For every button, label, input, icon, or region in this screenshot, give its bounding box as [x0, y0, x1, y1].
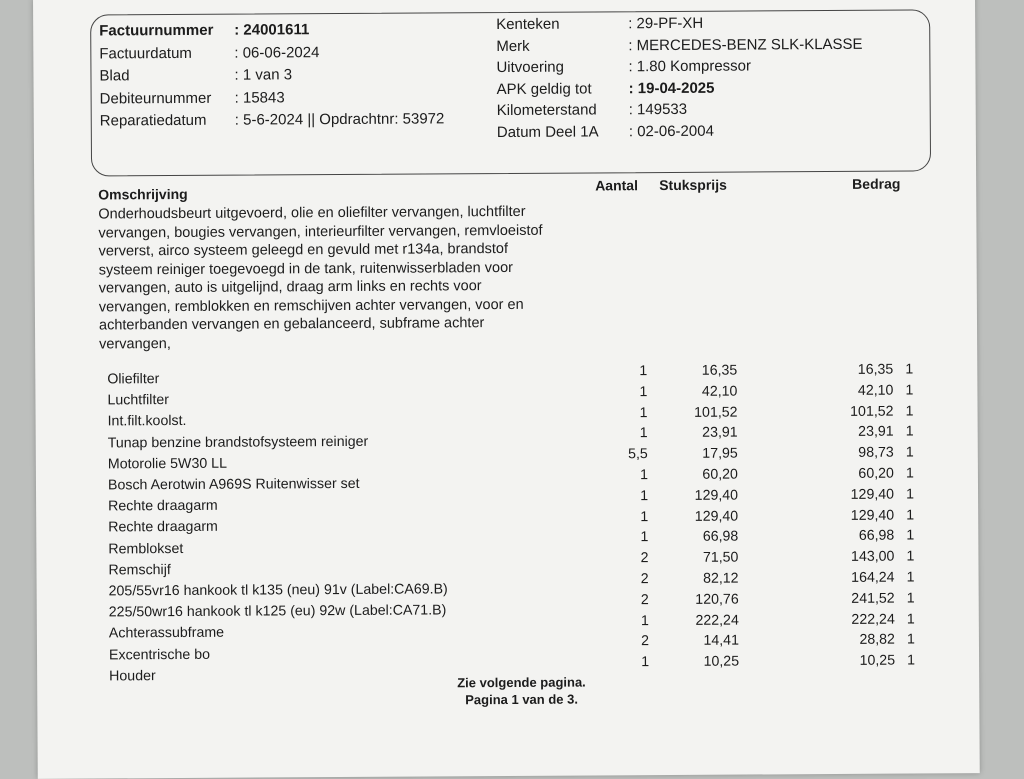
item-name: Rechte draagarm [108, 497, 218, 515]
column-header-unit-price: Stuksprijs [659, 176, 727, 194]
item-quantity: 2 [641, 633, 649, 650]
header-field-value: : 1.80 Kompressor [628, 57, 752, 76]
item-quantity: 1 [639, 467, 648, 484]
item-vat-code: 1 [906, 631, 915, 648]
item-quantity: 2 [640, 591, 649, 608]
header-field-value: : 15843 [234, 88, 285, 107]
item-vat-code: 1 [905, 465, 914, 482]
header-field-label: Kilometerstand [496, 101, 597, 120]
item-unit-price: 42,10 [701, 383, 738, 400]
description-line: ververst, airco systeem geleegd en gevuld met r134a, brandstof [98, 240, 509, 260]
item-name: Luchtfilter [107, 392, 170, 409]
description-line: vervangen, auto is uitgelijnd, draag arm links en rechts voor [98, 278, 482, 297]
item-name: 205/55vr16 hankook tl k135 (neu) 91v (Label:CA69.B) [108, 581, 448, 600]
item-quantity: 2 [640, 550, 649, 567]
item-amount: 42,10 [857, 382, 894, 399]
item-name: 225/50wr16 hankook tl k125 (eu) 92w (Label:CA71.B) [108, 602, 447, 621]
item-unit-price: 129,40 [694, 508, 739, 525]
footer-continue-note: Zie volgende pagina. [457, 674, 586, 691]
header-field-value: : 02-06-2004 [628, 122, 714, 140]
item-amount: 143,00 [850, 548, 895, 566]
item-quantity: 1 [640, 529, 649, 546]
header-field-value: : 24001611 [234, 21, 310, 39]
item-amount: 101,52 [850, 403, 894, 420]
header-field-value: : 29-PF-XH [628, 14, 704, 33]
header-field-label: Factuurnummer [99, 21, 214, 40]
item-unit-price: 82,12 [702, 570, 739, 587]
column-header-quantity: Aantal [595, 177, 639, 194]
item-unit-price: 17,95 [702, 445, 738, 462]
item-amount: 129,40 [850, 507, 895, 524]
item-vat-code: 1 [905, 403, 914, 420]
header-field-label: Uitvoering [496, 58, 565, 77]
header-field-label: Blad [99, 67, 130, 85]
item-amount: 23,91 [858, 424, 894, 441]
footer-page-number: Pagina 1 van de 3. [465, 691, 578, 708]
header-field-value: : MERCEDES-BENZ SLK-KLASSE [628, 35, 863, 54]
item-quantity: 1 [641, 654, 650, 671]
header-field-label: Factuurdatum [99, 44, 192, 62]
table-row [35, 382, 977, 409]
header-field-label: Reparatiedatum [99, 111, 207, 130]
table-row [35, 361, 977, 388]
item-vat-code: 1 [905, 423, 914, 440]
header-field-label: Merk [496, 37, 530, 55]
item-name: Remblokset [108, 540, 184, 558]
item-amount: 129,40 [850, 486, 895, 503]
item-amount: 98,73 [858, 444, 894, 462]
description-line: achterbanden vervangen en gebalanceerd, subframe achter [98, 315, 485, 334]
item-quantity: 5,5 [628, 446, 648, 463]
header-field-label: Datum Deel 1A [496, 122, 599, 141]
item-unit-price: 222,24 [695, 612, 739, 629]
item-amount: 10,25 [859, 652, 896, 670]
item-name: Excentrische bo [108, 646, 211, 664]
header-field-value: : 149533 [628, 100, 688, 119]
header-field-label: Debiteurnummer [99, 89, 212, 107]
item-amount: 66,98 [858, 528, 895, 545]
item-name: Motorolie 5W30 LL [107, 455, 227, 473]
item-quantity: 2 [640, 571, 649, 588]
item-unit-price: 14,41 [703, 632, 739, 650]
item-unit-price: 23,91 [702, 424, 738, 442]
item-vat-code: 1 [905, 361, 914, 378]
item-name: Houder [109, 667, 156, 685]
item-unit-price: 101,52 [694, 404, 738, 421]
column-header-description: Omschrijving [98, 185, 188, 203]
item-amount: 222,24 [851, 611, 895, 628]
item-vat-code: 1 [905, 382, 914, 399]
header-field-value: : 5-6-2024 || Opdrachtnr: 53972 [234, 110, 445, 129]
item-quantity: 1 [640, 487, 649, 504]
header-field-value: : 06-06-2024 [234, 43, 320, 62]
item-name: Tunap benzine brandstofsysteem reiniger [107, 433, 369, 452]
header-field-value: : 19-04-2025 [628, 79, 715, 97]
item-unit-price: 129,40 [694, 487, 739, 504]
page-footer [457, 674, 586, 709]
item-amount: 28,82 [859, 632, 895, 649]
description-line: systeem reiniger toegevoegd in de tank, ruitenwisserbladen voor [98, 259, 514, 278]
header-field-label: Kenteken [496, 15, 560, 34]
item-name: Oliefilter [107, 371, 160, 388]
item-unit-price: 60,20 [702, 466, 738, 483]
description-line: vervangen, [99, 335, 171, 352]
item-amount: 60,20 [858, 465, 894, 482]
item-vat-code: 1 [906, 507, 915, 524]
item-vat-code: 1 [906, 486, 914, 503]
item-quantity: 1 [639, 404, 648, 421]
item-vat-code: 1 [906, 611, 915, 628]
item-quantity: 1 [639, 363, 648, 380]
item-amount: 241,52 [851, 590, 895, 607]
item-vat-code: 1 [906, 590, 915, 607]
item-vat-code: 1 [906, 527, 915, 544]
item-name: Rechte draagarm [108, 519, 218, 536]
item-quantity: 1 [639, 383, 648, 400]
item-unit-price: 16,35 [701, 362, 738, 379]
invoice-page [33, 0, 980, 779]
table-row [36, 403, 978, 430]
item-name: Achterassubframe [108, 625, 225, 642]
item-vat-code: 1 [906, 569, 915, 586]
item-quantity: 1 [640, 508, 649, 525]
item-unit-price: 66,98 [702, 528, 739, 546]
header-field-label: APK geldig tot [496, 79, 592, 98]
description-line: vervangen, bougies vervangen, interieurfilter vervangen, remvloeistof [98, 222, 543, 241]
work-description [98, 203, 569, 354]
item-name: Remschijf [108, 561, 171, 579]
item-quantity: 1 [640, 612, 649, 629]
description-line: Onderhoudsbeurt uitgevoerd, olie en oliefilter vervangen, luchtfilter [98, 203, 526, 223]
item-amount: 164,24 [851, 569, 895, 586]
item-unit-price: 10,25 [703, 653, 740, 670]
item-unit-price: 71,50 [702, 549, 739, 566]
item-quantity: 1 [639, 425, 648, 442]
item-unit-price: 120,76 [695, 591, 739, 608]
description-line: vervangen, remblokken en remschijven achter vervangen, voor en [98, 296, 524, 315]
item-name: Bosch Aerotwin A969S Ruitenwisser set [107, 475, 360, 494]
item-amount: 16,35 [857, 361, 894, 378]
item-vat-code: 1 [905, 444, 914, 461]
item-name: Int.filt.koolst. [107, 413, 187, 430]
item-vat-code: 1 [907, 652, 916, 669]
item-vat-code: 1 [906, 548, 915, 565]
header-field-value: : 1 van 3 [234, 66, 293, 84]
column-header-amount: Bedrag [852, 175, 901, 192]
